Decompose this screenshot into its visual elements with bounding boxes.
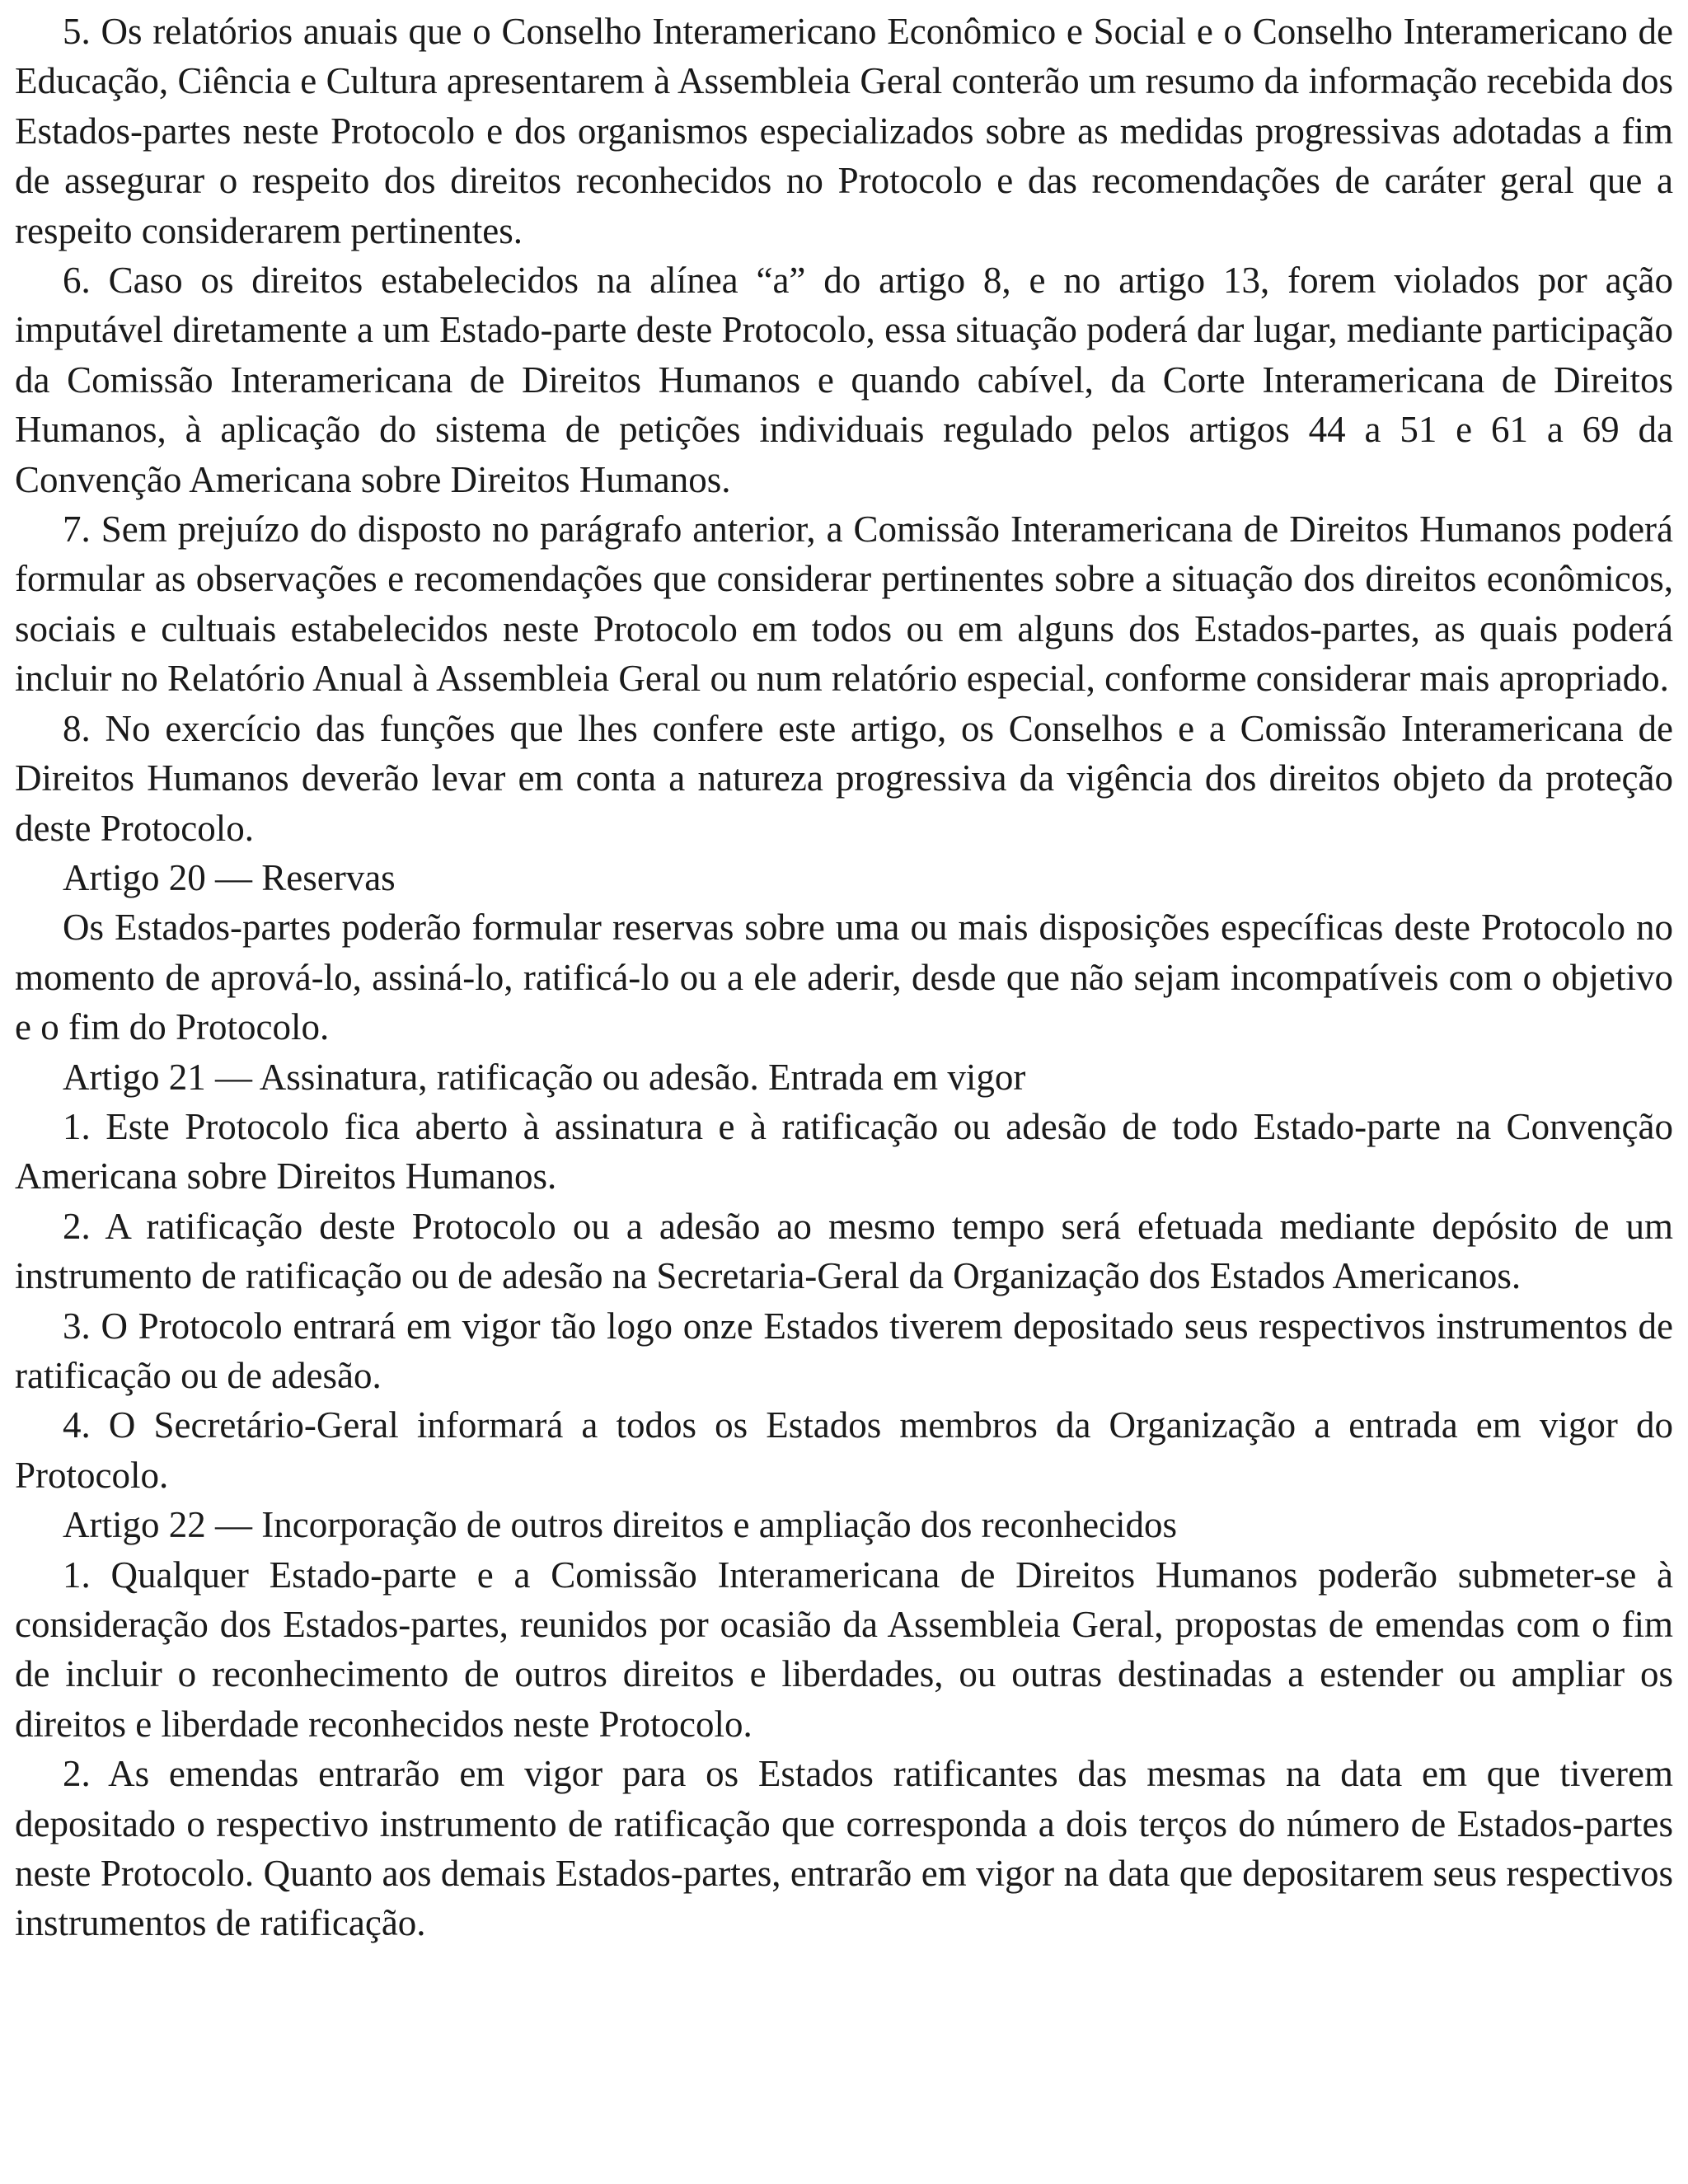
article-21-item-4: 4. O Secretário-Geral informará a todos os Estados membros da Organização a entrada em vigor do Protocolo. xyxy=(15,1404,1673,1496)
article-20-body: Os Estados-partes poderão formular reservas sobre uma ou mais disposições específicas deste Protocolo no momento de aprová-lo, assiná-lo, ratificá-lo ou a ele aderir, desde que não sejam incompatíveis com o objetivo e o fim do Protocolo. xyxy=(15,907,1673,1048)
article-21-heading: Artigo 21 — Assinatura, ratificação ou adesão. Entrada em vigor xyxy=(63,1056,1026,1098)
paragraph-item-8-funcoes: 8. No exercício das funções que lhes confere este artigo, os Conselhos e a Comissão Interamericana de Direitos Humanos deverão levar em conta a natureza progressiva da vigência dos direitos objeto da proteção deste Protocolo. xyxy=(15,707,1673,849)
paragraph-item-5-relatorios: 5. Os relatórios anuais que o Conselho Interamericano Econômico e Social e o Conselho Interamericano de Educação, Ciência e Cultura apresentarem à Assembleia Geral conterão um resumo da informação recebida dos Estados-partes neste Protocolo e dos organismos especializados sobre as medidas progressivas adotadas a fim de assegurar o respeito dos direitos reconhecidos no Protocolo e das recomendações de caráter geral que a respeito considerarem pertinentes. xyxy=(15,11,1673,251)
document-page xyxy=(15,7,1673,1948)
paragraph-item-6-direitos-violados: 6. Caso os direitos estabelecidos na alínea “a” do artigo 8, e no artigo 13, forem violados por ação imputável diretamente a um Estado-parte deste Protocolo, essa situação poderá dar lugar, mediante participação da Comissão Interamericana de Direitos Humanos e quando cabível, da Corte Interamericana de Direitos Humanos, à aplicação do sistema de petições individuais regulado pelos artigos 44 a 51 e 61 a 69 da Convenção Americana sobre Direitos Humanos. xyxy=(15,260,1673,500)
paragraph-item-7-observacoes: 7. Sem prejuízo do disposto no parágrafo anterior, a Comissão Interamericana de Direitos Humanos poderá formular as observações e recomendações que considerar pertinentes sobre a situação dos direitos econômicos, sociais e cultuais estabelecidos neste Protocolo em todos ou em alguns dos Estados-partes, as quais poderá incluir no Relatório Anual à Assembleia Geral ou num relatório especial, conforme considerar mais apropriado. xyxy=(15,509,1673,700)
article-21-item-1: 1. Este Protocolo fica aberto à assinatura e à ratificação ou adesão de todo Estado-parte na Convenção Americana sobre Direitos Humanos. xyxy=(15,1105,1673,1197)
article-21-item-2: 2. A ratificação deste Protocolo ou a adesão ao mesmo tempo será efetuada mediante depósito de um instrumento de ratificação ou de adesão na Secretaria-Geral da Organização dos Estados Americanos. xyxy=(15,1205,1673,1297)
article-22-heading: Artigo 22 — Incorporação de outros direitos e ampliação dos reconhecidos xyxy=(63,1504,1178,1546)
article-22-item-2: 2. As emendas entrarão em vigor para os Estados ratificantes das mesmas na data em que tiverem depositado o respectivo instrumento de ratificação que corresponda a dois terços do número de Estados-partes neste Protocolo. Quanto aos demais Estados-partes, entrarão em vigor na data que depositarem seus respectivos instrumentos de ratificação. xyxy=(15,1753,1673,1944)
article-22-item-1: 1. Qualquer Estado-parte e a Comissão Interamericana de Direitos Humanos poderão submeter-se à consideração dos Estados-partes, reunidos por ocasião da Assembleia Geral, propostas de emendas com o fim de incluir o reconhecimento de outros direitos e liberdades, ou outras destinadas a estender ou ampliar os direitos e liberdade reconhecidos neste Protocolo. xyxy=(15,1554,1673,1745)
article-21-item-3: 3. O Protocolo entrará em vigor tão logo onze Estados tiverem depositado seus respectivos instrumentos de ratificação ou de adesão. xyxy=(15,1305,1673,1396)
article-20-heading: Artigo 20 — Reservas xyxy=(63,856,396,898)
